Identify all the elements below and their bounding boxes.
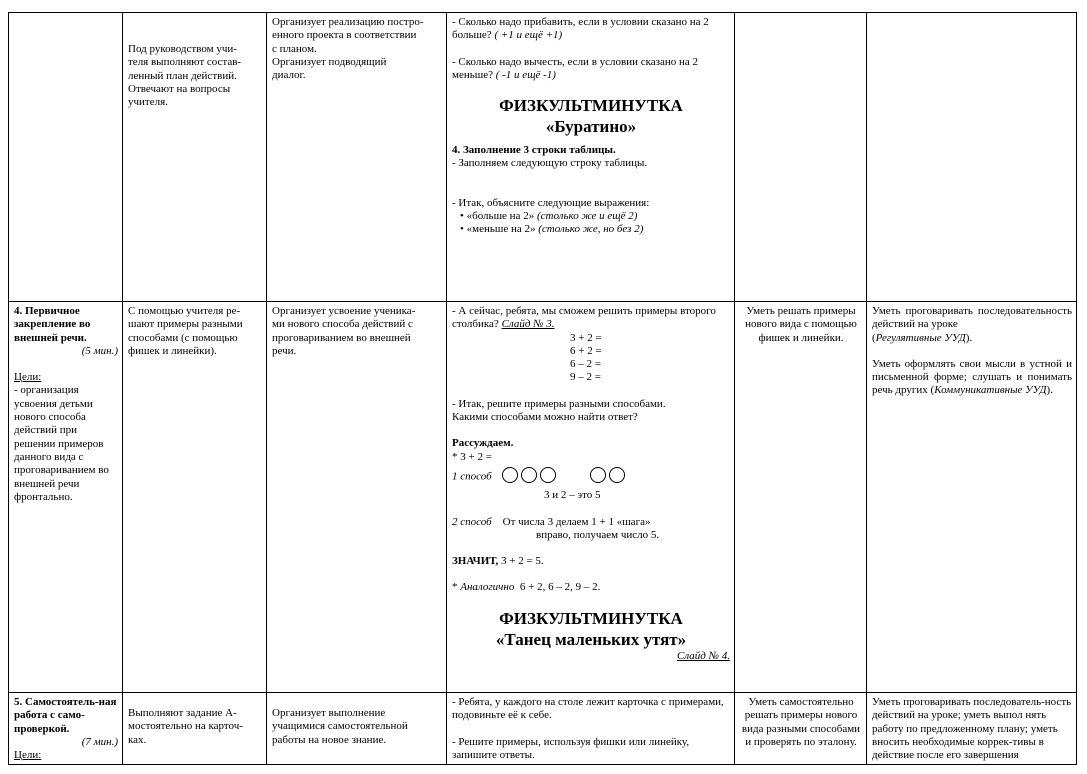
chip-icon xyxy=(590,467,606,483)
communicative-uud: Уметь оформлять свои мысли в устной и письменной форме; слушать и понимать речь других (Коммуникативные УУД). xyxy=(872,357,1072,397)
example-item: 3 + 2 = xyxy=(570,331,602,344)
uud-cell xyxy=(867,13,1077,302)
chip-icon xyxy=(540,467,556,483)
fizkultminutka-title: ФИЗКУЛЬТМИНУТКА xyxy=(499,96,683,116)
skills-cell xyxy=(735,13,867,302)
reason-heading: Рассуждаем. xyxy=(452,437,514,450)
examples-list xyxy=(452,332,730,385)
reason-example: * 3 + 2 = xyxy=(452,450,492,463)
student-activity-cell: Выполняют задание А- мостоятельно на карточ- ках. xyxy=(123,693,267,765)
content-paragraph: - Ребята, у каждого на столе лежит карточка с примерами, подовиньте её к себе. xyxy=(452,696,724,722)
lesson-content-cell xyxy=(447,302,735,693)
goals-text: - организация усвоения детьми нового способа действий при решении примеров данного вида с проговариванием во внешней речи фронтально. xyxy=(14,384,109,503)
question-2: - Сколько надо вычесть, если в условии сказано на 2 меньше? ( -1 и ещё -1) xyxy=(452,55,699,81)
example-item: 9 – 2 = xyxy=(570,371,601,384)
step-text: - Заполняем следующую строку таблицы. xyxy=(452,157,648,170)
student-activity-cell: С помощью учителя ре- шают примеры разными способами (с помощью фишек и линейки). xyxy=(123,302,267,693)
question-1: - Сколько надо прибавить, если в условии сказано на 2 больше? ( +1 и ещё +1) xyxy=(452,16,709,42)
table-row xyxy=(9,693,1077,765)
way-2-text: вправо, получаем число 5. xyxy=(536,528,660,541)
bullet-item: • «больше на 2» (столько же и ещё 2) xyxy=(460,210,638,223)
stage-time: (7 мин.) xyxy=(81,735,118,748)
example-item: 6 – 2 = xyxy=(570,358,601,371)
chip-icon xyxy=(609,467,625,483)
uud-cell xyxy=(867,302,1077,693)
counter-chips xyxy=(502,467,628,487)
table-row xyxy=(9,302,1077,693)
uud-cell: Уметь проговаривать последователь-ность действий на уроке; уметь выпол нять работу по предложенному плану; уметь вносить необходимые коррек-тивы в действие после его завершения xyxy=(867,693,1077,765)
solve-text: - Итак, решите примеры разными способами. xyxy=(452,397,666,410)
stage-cell xyxy=(9,302,123,693)
similar-line: * Аналогично 6 + 2, 6 – 2, 9 – 2. xyxy=(452,581,601,594)
intro-text: - А сейчас, ребята, мы сможем решить примеры второго столбика? Слайд № 3. xyxy=(452,305,716,331)
bullet-item: • «меньше на 2» (столько же, но без 2) xyxy=(460,223,644,236)
lesson-content-cell xyxy=(447,13,735,302)
way-2: 2 способ От числа 3 делаем 1 + 1 «шага» xyxy=(452,515,651,528)
fizkultminutka-title: ФИЗКУЛЬТМИНУТКА xyxy=(499,608,683,628)
chip-icon xyxy=(502,467,518,483)
skills-cell: Уметь самостоятельно решать примеры нового вида разными способами и проверять по эталону. xyxy=(735,693,867,765)
conclusion: ЗНАЧИТ, 3 + 2 = 5. xyxy=(452,555,544,568)
teacher-activity-cell: Организует выполнение учащимися самостоятельной работы на новое знание. xyxy=(267,693,447,765)
chip-icon xyxy=(521,467,537,483)
slide-ref: Слайд № 4. xyxy=(677,649,730,662)
fizkultminutka-name: «Танец маленьких утят» xyxy=(495,629,687,649)
skills-cell: Уметь решать примеры нового вида с помощью фишек и линейки. xyxy=(735,302,867,693)
teacher-activity-cell: Организует усвоение ученика- ми нового способа действий с проговариванием во внешней речи. xyxy=(267,302,447,693)
teacher-activity-cell: Организует реализацию постро- енного проекта в соответствии с планом. Организует подводящий диалог. xyxy=(267,13,447,302)
regulatory-uud: Уметь проговаривать последовательность действий на уроке (Регулятивные УУД). xyxy=(872,305,1072,344)
stage-cell xyxy=(9,13,123,302)
way-1-result: 3 и 2 – это 5 xyxy=(544,489,601,502)
stage-title: 5. Самостоятель-ная работа с само-проверкой. xyxy=(14,696,117,735)
stage-title: 4. Первичное закрепление во внешней речи. xyxy=(14,305,91,344)
way-1: 1 способ xyxy=(452,467,730,487)
explain-text: - Итак, объясните следующие выражения: xyxy=(452,196,650,209)
goals-label: Цели: xyxy=(14,371,42,384)
content-paragraph: - Решите примеры, используя фишки или линейку, запишите ответы. xyxy=(452,735,690,761)
ways-text: Какими способами можно найти ответ? xyxy=(452,411,638,424)
slide-ref: Слайд № 3. xyxy=(501,318,555,331)
step-heading: 4. Заполнение 3 строки таблицы. xyxy=(452,144,616,157)
stage-cell xyxy=(9,693,123,765)
goals-label: Цели: xyxy=(14,749,42,762)
fizkultminutka-name: «Буратино» xyxy=(545,117,637,137)
student-activity-cell: Под руководством учи- теля выполняют состав- ленный план действий. Отвечают на вопросы учителя. xyxy=(123,13,267,302)
stage-time: (5 мин.) xyxy=(81,344,118,357)
table-row xyxy=(9,13,1077,302)
example-item: 6 + 2 = xyxy=(570,344,602,357)
lesson-content-cell xyxy=(447,693,735,765)
lesson-plan-table xyxy=(8,12,1077,765)
